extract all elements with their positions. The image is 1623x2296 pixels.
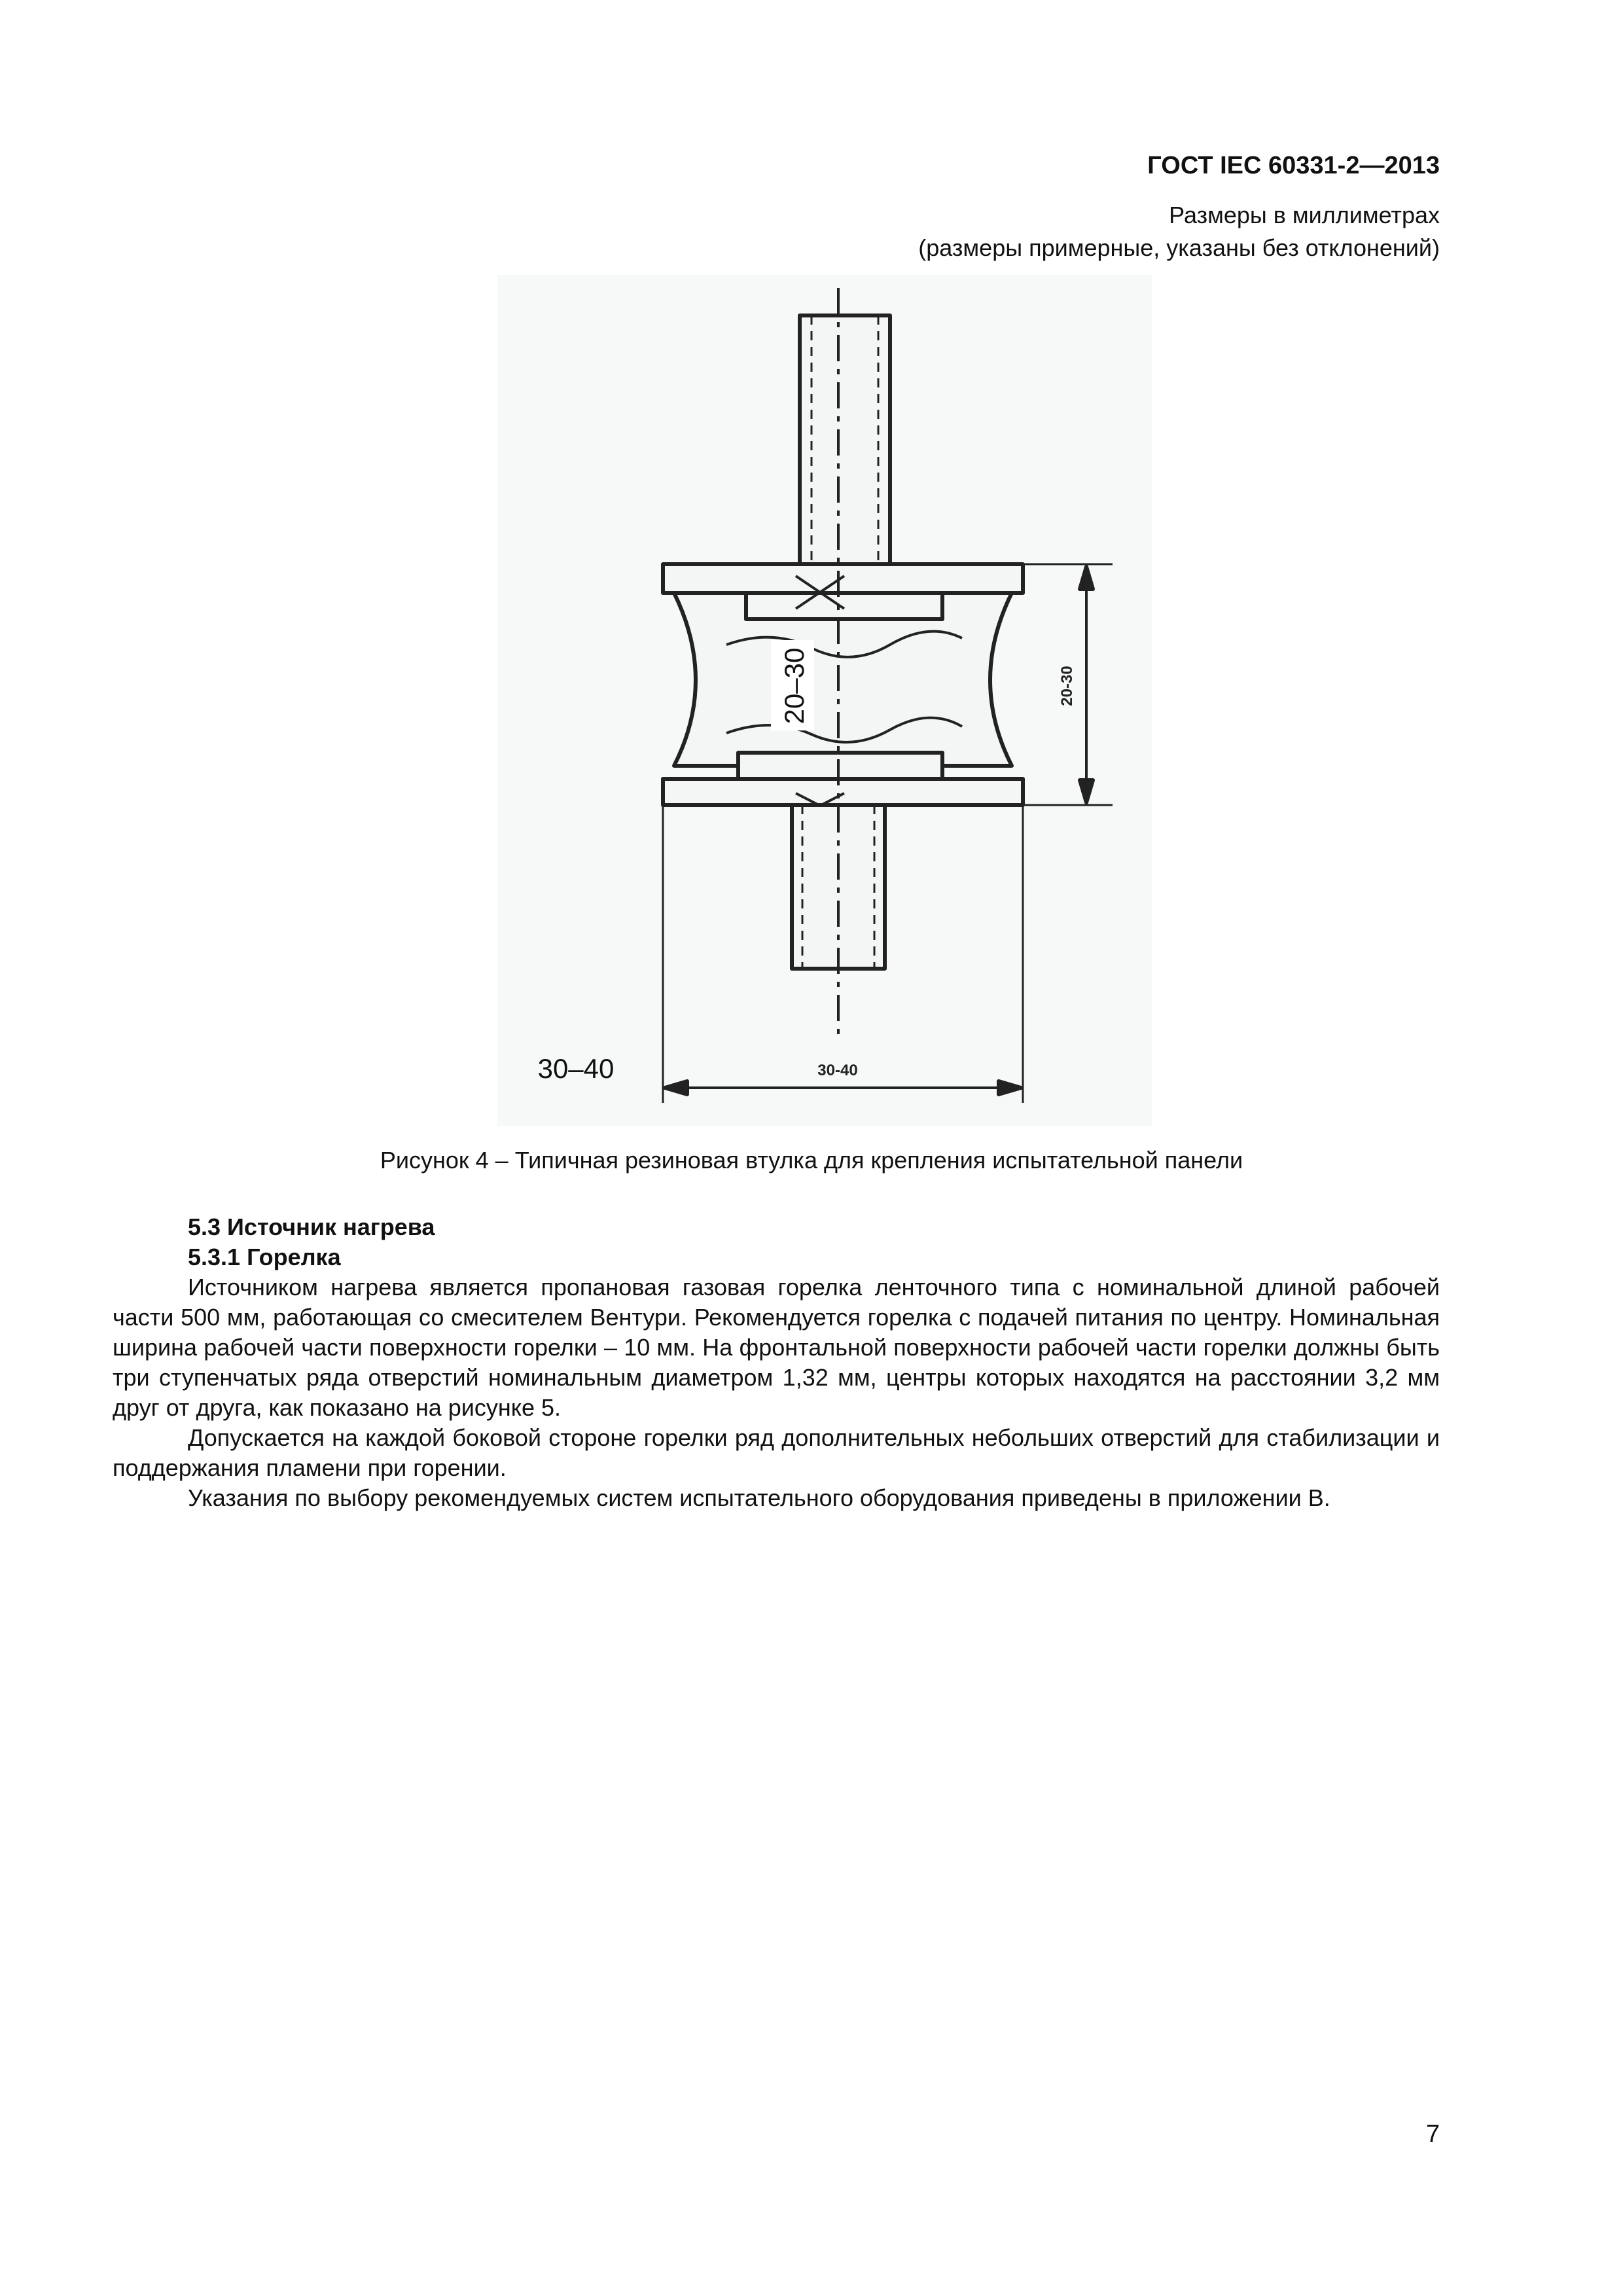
paragraph: Источником нагрева является пропановая газовая горелка ленточного типа с номинальной длиной рабочей части 500 мм, работающая со смесителем Вентури. Рекомендуется горелка с подачей питания по центру. Номинальная ширина рабочей части поверхности горелки – 10 мм. На фронтальной поверхности рабочей части горелки должны быть три ступенчатых ряда отверстий номинальным диаметром 1,32 мм, центры которых находятся на расстоянии 3,2 мм друг от друга, как показано на рисунке 5.: [113, 1274, 1440, 1421]
height-dimension-label-overlay: 20–30: [779, 647, 810, 725]
page-number: 7: [1425, 2121, 1440, 2148]
width-dimension-label-overlay: 30–40: [537, 1053, 615, 1084]
top-stud: [800, 315, 890, 564]
units-note: [918, 199, 1440, 264]
units-note-line-2: (размеры примерные, указаны без отклонений): [918, 234, 1440, 261]
width-dimension-label-drawing: 30-40: [817, 1062, 858, 1079]
bottom-insert-plate: [738, 753, 942, 779]
top-flange: [663, 564, 1023, 593]
standard-header: ГОСТ IEC 60331-2—2013: [1147, 152, 1440, 179]
section-5-3: [113, 1212, 1440, 1513]
paragraph: Допускается на каждой боковой стороне горелки ряд дополнительных небольших отверстий для стабилизации и поддержания пламени при горении.: [113, 1424, 1440, 1481]
section-heading: 5.3 Источник нагрева: [188, 1213, 435, 1240]
figure-caption: Рисунок 4 – Типичная резиновая втулка для крепления испытательной панели: [380, 1147, 1243, 1174]
units-note-line-1: Размеры в миллиметрах: [1169, 202, 1440, 228]
top-insert-plate: [746, 593, 942, 619]
subsection-heading: 5.3.1 Горелка: [188, 1244, 341, 1270]
height-dimension-label-drawing: 20-30: [1058, 666, 1076, 706]
paragraph: Указания по выбору рекомендуемых систем испытательного оборудования приведены в приложении В.: [188, 1484, 1330, 1511]
rubber-bushing-drawing: [497, 275, 1152, 1126]
bottom-flange: [663, 779, 1023, 805]
